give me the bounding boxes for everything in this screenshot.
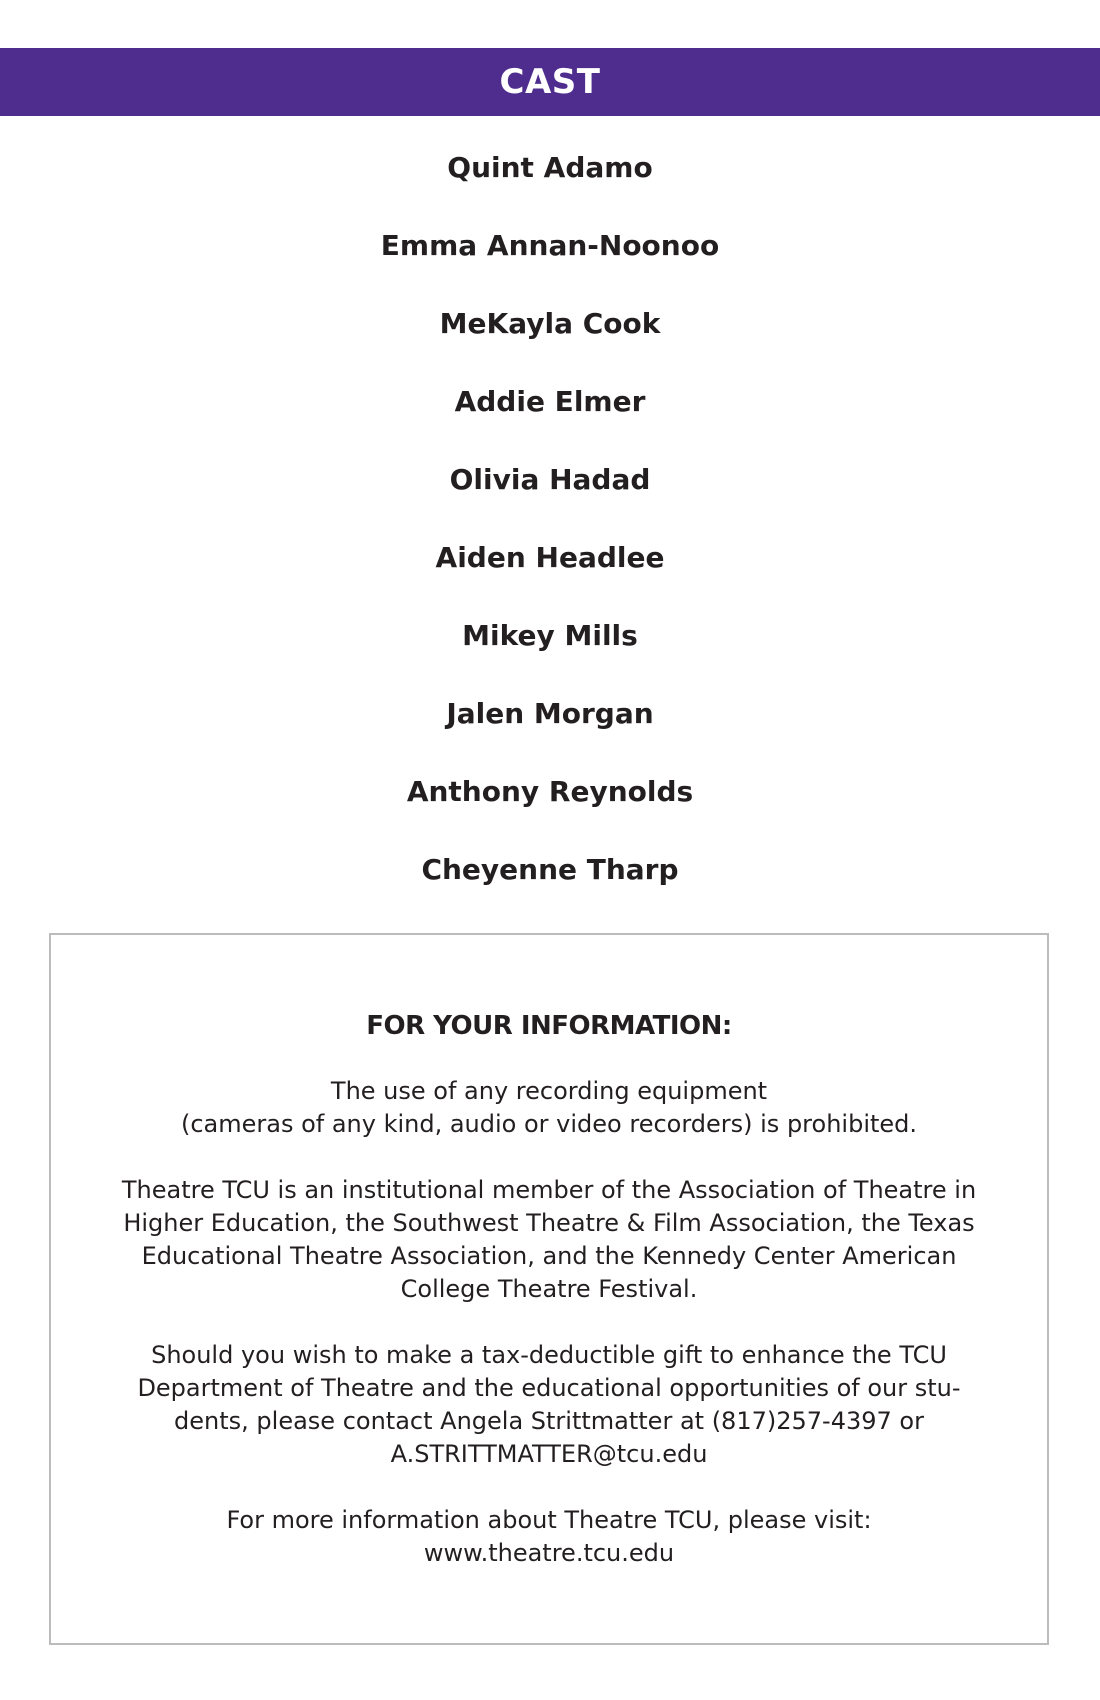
donation-notice <box>91 1339 1007 1471</box>
cast-member: Anthony Reynolds <box>406 774 694 808</box>
cast-member: Mikey Mills <box>462 618 638 652</box>
more-info-notice <box>91 1504 1007 1570</box>
membership-notice-line: Educational Theatre Association, and the Kennedy Center American <box>141 1242 957 1270</box>
cast-header-bar <box>0 48 1100 116</box>
recording-notice-line: The use of any recording equipment <box>330 1077 768 1105</box>
donation-email[interactable]: A.STRITTMATTER@tcu.edu <box>390 1440 708 1468</box>
recording-notice <box>91 1075 1007 1141</box>
cast-member: Cheyenne Tharp <box>421 852 679 886</box>
cast-title: CAST <box>499 62 601 102</box>
cast-member: Aiden Headlee <box>435 540 665 574</box>
membership-notice-line: College Theatre Festival. <box>400 1275 698 1303</box>
membership-notice <box>91 1174 1007 1306</box>
cast-member: MeKayla Cook <box>439 306 661 340</box>
cast-member: Addie Elmer <box>454 384 646 418</box>
donation-notice-line: dents, please contact Angela Strittmatter at (817)257-4397 or <box>174 1407 924 1435</box>
recording-notice-line: (cameras of any kind, audio or video recorders) is prohibited. <box>180 1110 918 1138</box>
information-heading: FOR YOUR INFORMATION: <box>366 1011 732 1041</box>
more-info-line: For more information about Theatre TCU, please visit: <box>226 1506 872 1534</box>
donation-notice-line: Should you wish to make a tax-deductible gift to enhance the TCU <box>151 1341 947 1369</box>
information-body <box>91 1075 1007 1603</box>
cast-member: Emma Annan-Noonoo <box>380 228 720 262</box>
cast-list <box>0 128 1100 908</box>
membership-notice-line: Theatre TCU is an institutional member of the Association of Theatre in <box>121 1176 977 1204</box>
cast-member: Quint Adamo <box>447 150 653 184</box>
donation-notice-line: Department of Theatre and the educational opportunities of our stu- <box>137 1374 961 1402</box>
website-link[interactable]: www.theatre.tcu.edu <box>423 1539 675 1567</box>
cast-member: Jalen Morgan <box>446 696 654 730</box>
cast-member: Olivia Hadad <box>449 462 651 496</box>
information-box <box>49 933 1049 1645</box>
membership-notice-line: Higher Education, the Southwest Theatre & Film Association, the Texas <box>123 1209 975 1237</box>
